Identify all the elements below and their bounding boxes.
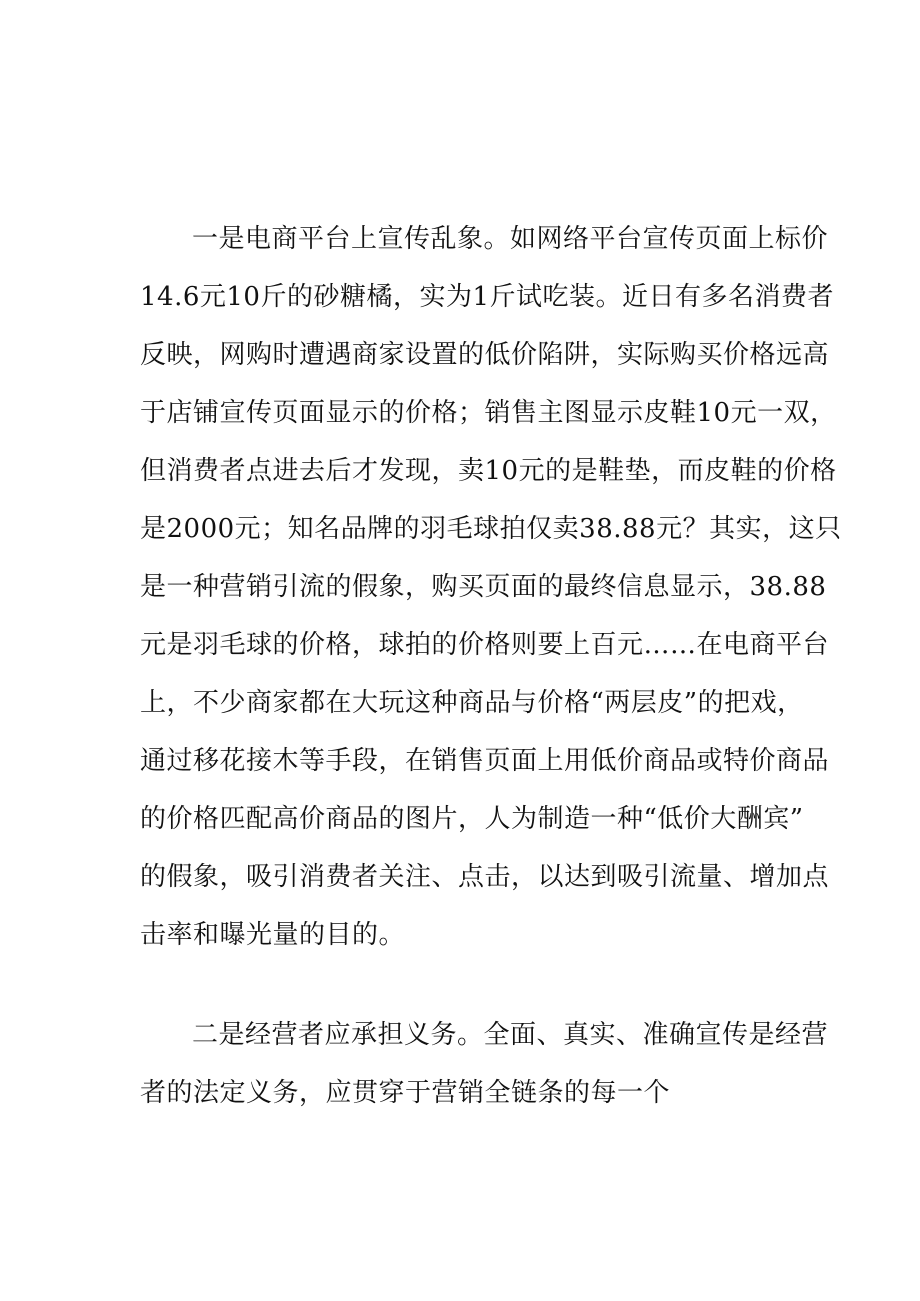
- text-line: 者的法定义务，应贯穿于营销全链条的每一个: [140, 1078, 671, 1108]
- text-line: 一是电商平台上宣传乱象。如网络平台宣传页面上标价: [192, 224, 829, 254]
- text-line: 上，不少商家都在大玩这种商品与价格“两层皮”的把戏，: [140, 688, 804, 718]
- text-line: 但消费者点进去后才发现，卖10元的是鞋垫，而皮鞋的价格: [140, 456, 837, 486]
- text-line: 是2000元；知名品牌的羽毛球拍仅卖38.88元？其实，这只: [140, 514, 842, 544]
- text-line: 击率和曝光量的目的。: [140, 920, 406, 950]
- text-line: 的假象，吸引消费者关注、点击，以达到吸引流量、增加点: [140, 862, 830, 892]
- text-line: 二是经营者应承担义务。全面、真实、准确宣传是经营: [192, 1020, 829, 1050]
- text-line: 14.6元10斤的砂糖橘，实为1斤试吃装。近日有多名消费者: [140, 282, 835, 312]
- text-line: 通过移花接木等手段，在销售页面上用低价商品或特价商品: [140, 746, 830, 776]
- text-line: 元是羽毛球的价格，球拍的价格则要上百元……在电商平台: [140, 630, 830, 660]
- text-line: 于店铺宣传页面显示的价格；销售主图显示皮鞋10元一双，: [140, 398, 837, 428]
- paragraph-ecommerce-chaos: [140, 210, 842, 964]
- text-line: 是一种营销引流的假象，购买页面的最终信息显示，38.88: [140, 572, 827, 602]
- text-line: 的价格匹配高价商品的图片，人为制造一种“低价大酬宾”: [140, 804, 804, 834]
- paragraph-operator-obligations: [140, 1006, 829, 1122]
- text-line: 反映，网购时遭遇商家设置的低价陷阱，实际购买价格远高: [140, 340, 830, 370]
